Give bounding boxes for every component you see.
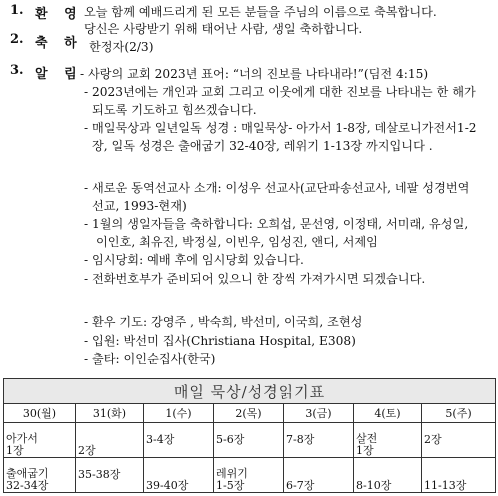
reading-cell: 3-4장	[144, 423, 214, 458]
reading-schedule-table	[3, 378, 496, 493]
notice-line: 되도록 기도하고 힘쓰겠습니다.	[92, 103, 257, 117]
section-number: 2.	[10, 32, 24, 47]
notice-line: 장, 일독 성경은 출애굽기 32-40장, 레위기 1-13장 까지입니다 .	[92, 139, 433, 153]
reading-cell: 6-7장	[284, 458, 354, 493]
reading-cell: 살전 1장	[354, 423, 422, 458]
notice-prayer: - 환우 기도: 강영주 , 박숙희, 박선미, 이국희, 조현성	[84, 315, 363, 329]
reading-cell: 아가서 1장	[4, 423, 76, 458]
reading-cell: 5-6장	[214, 423, 284, 458]
day-header: 2(목)	[214, 404, 284, 423]
reading-cell: 11-13장	[422, 458, 496, 493]
reading-cell: 7-8장	[284, 423, 354, 458]
notice-hospital: - 입원: 박선미 집사(Christiana Hospital, E308)	[84, 334, 356, 348]
day-header: 30(월)	[4, 404, 76, 423]
table-title: 매일 묵상/성경읽기표	[4, 379, 496, 404]
notice-line: - 2023년에는 개인과 교회 그리고 이웃에게 대한 진보를 나타내는 한 해가	[84, 85, 476, 99]
section-number: 1.	[10, 3, 24, 18]
notice-line: 선교, 1993-현재)	[92, 199, 187, 213]
notice-birthdays: - 1월의 생일자들을 축하합니다: 오희섭, 문선영, 이정태, 서미래, 유성일,	[84, 217, 469, 231]
devotion-row	[4, 423, 496, 458]
birthday-text: 당신은 사랑받기 위해 태어난 사람, 생일 축하합니다.	[84, 22, 363, 36]
reading-cell: 레위기 1-5장	[214, 458, 284, 493]
section-title-welcome: 환 영	[35, 7, 83, 22]
birthday-names: 한정자(2/3)	[89, 40, 154, 54]
welcome-text: 오늘 함께 예배드리게 된 모든 분들을 주님의 이름으로 축복합니다.	[84, 5, 437, 19]
notice-line: - 매일묵상과 일년일독 성경 : 매일묵상- 아가서 1-8장, 데살로니가전서1-2	[84, 121, 477, 135]
notice-phonebook: - 전화번호부가 준비되어 있으니 한 장씩 가져가시면 되겠습니다.	[84, 272, 426, 286]
reading-cell: 2장	[76, 423, 144, 458]
day-header: 1(수)	[144, 404, 214, 423]
notice-line: 이인호, 최유진, 박정실, 이빈우, 임성진, 앤디, 서제임	[96, 235, 378, 249]
section-title-birthday: 축 하	[35, 36, 83, 51]
notice-away: - 출타: 이인순집사(한국)	[84, 352, 216, 366]
section-title-notices: 알 림	[35, 67, 83, 82]
notice-missionary: - 새로운 동역선교사 소개: 이성우 선교사(교단파송선교사, 네팔 성경번역	[84, 181, 470, 195]
reading-cell: 35-38장	[76, 458, 144, 493]
bible-row	[4, 458, 496, 493]
notice-motto: - 사랑의 교회 2023년 표어: “너의 진보를 나타내라!”(딤전 4:15)	[80, 67, 429, 81]
day-header: 3(금)	[284, 404, 354, 423]
day-header: 31(화)	[76, 404, 144, 423]
reading-cell: 39-40장	[144, 458, 214, 493]
reading-cell: 8-10장	[354, 458, 422, 493]
reading-cell: 출애굽기 32-34장	[4, 458, 76, 493]
day-header: 4(토)	[354, 404, 422, 423]
reading-cell: 2장	[422, 423, 496, 458]
notice-session: - 임시당회: 예배 후에 임시당회 있습니다.	[84, 253, 304, 267]
section-number: 3.	[10, 63, 24, 78]
day-header: 5(주)	[422, 404, 496, 423]
